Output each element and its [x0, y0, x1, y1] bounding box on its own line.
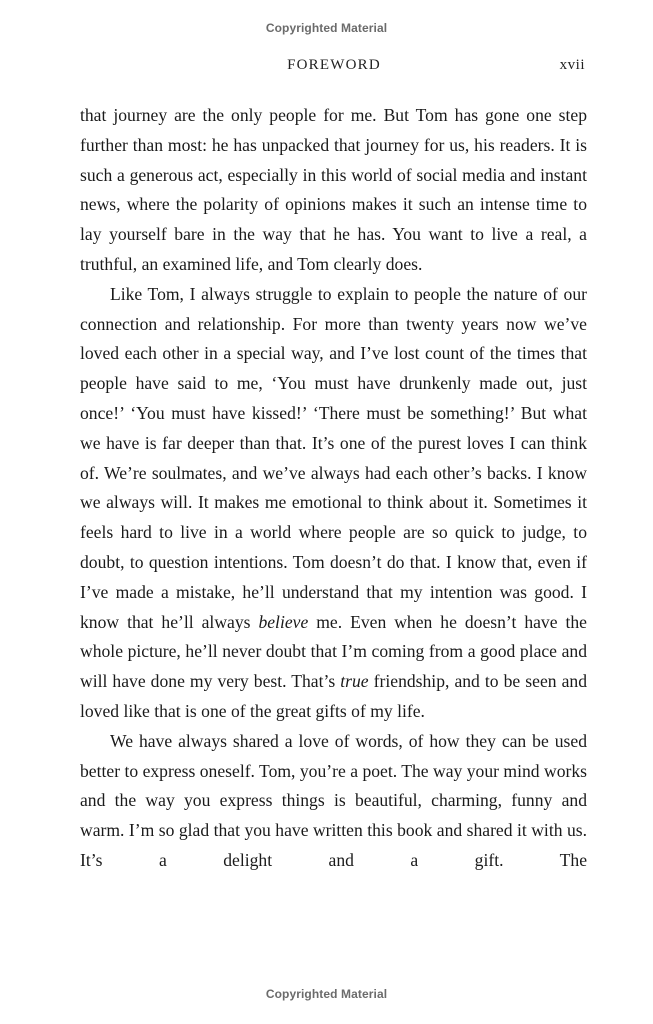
- copyright-watermark-bottom: Copyrighted Material: [265, 987, 388, 1001]
- paragraph-runover: [80, 727, 587, 876]
- page-number: xvii: [559, 57, 585, 73]
- text-segment: Like Tom, I always struggle to explain to people the nature of our connection and relationship. For more than twenty years now we’ve loved each other in a special way, and I’ve lost count of the times that people have said to me, ‘You must have drunkenly made out, just once!’ ‘You must have kissed!’ ‘There must be something!’ But what we have is far deeper than that. It’s one of the purest loves I can think of. We’re soulmates, and we’ve always had each other’s backs. I know we always will. It makes me emotional to think about it. Sometimes it feels hard to live in a world where people are so quick to judge, to doubt, to question intentions. Tom doesn’t do that. I know that, even if I’ve made a mistake, he’ll understand that my intention was good. I know that he’ll always: [80, 283, 587, 632]
- text-segment: that journey are the only people for me. But Tom has gone one step further than most: he has unpacked that journey for us, his readers. It is such a generous act, especially in this world of social media and instant news, where the polarity of opinions makes it such an intense time to lay yourself bare in the way that he has. You want to live a real, a truthful, an examined life, and Tom clearly does.: [80, 105, 587, 274]
- emphasis-believe: believe: [258, 611, 309, 632]
- text-segment: me. Even when he doesn’t have the whole picture, he’ll never doubt that I’m coming from a good place and will have done my very best. That’s: [80, 611, 587, 692]
- running-head-title: FOREWORD: [287, 57, 381, 73]
- text-segment: We have always shared a love of words, of how they can be used better to express oneself. Tom, you’re a poet. The way your mind works and the way you express things is beautiful, charming, funny and warm. I’m so glad that you have written this book and shared it with us. It’s a delight and a gift. The: [80, 730, 587, 870]
- paragraph-continued: [80, 101, 587, 280]
- emphasis-true: true: [340, 671, 369, 692]
- running-head: [0, 57, 653, 79]
- text-segment: friendship, and to be seen and loved like that is one of the great gifts of my life.: [80, 671, 587, 721]
- body-text: [80, 101, 587, 876]
- copyright-watermark-top: Copyrighted Material: [265, 21, 388, 35]
- paragraph: [80, 280, 587, 727]
